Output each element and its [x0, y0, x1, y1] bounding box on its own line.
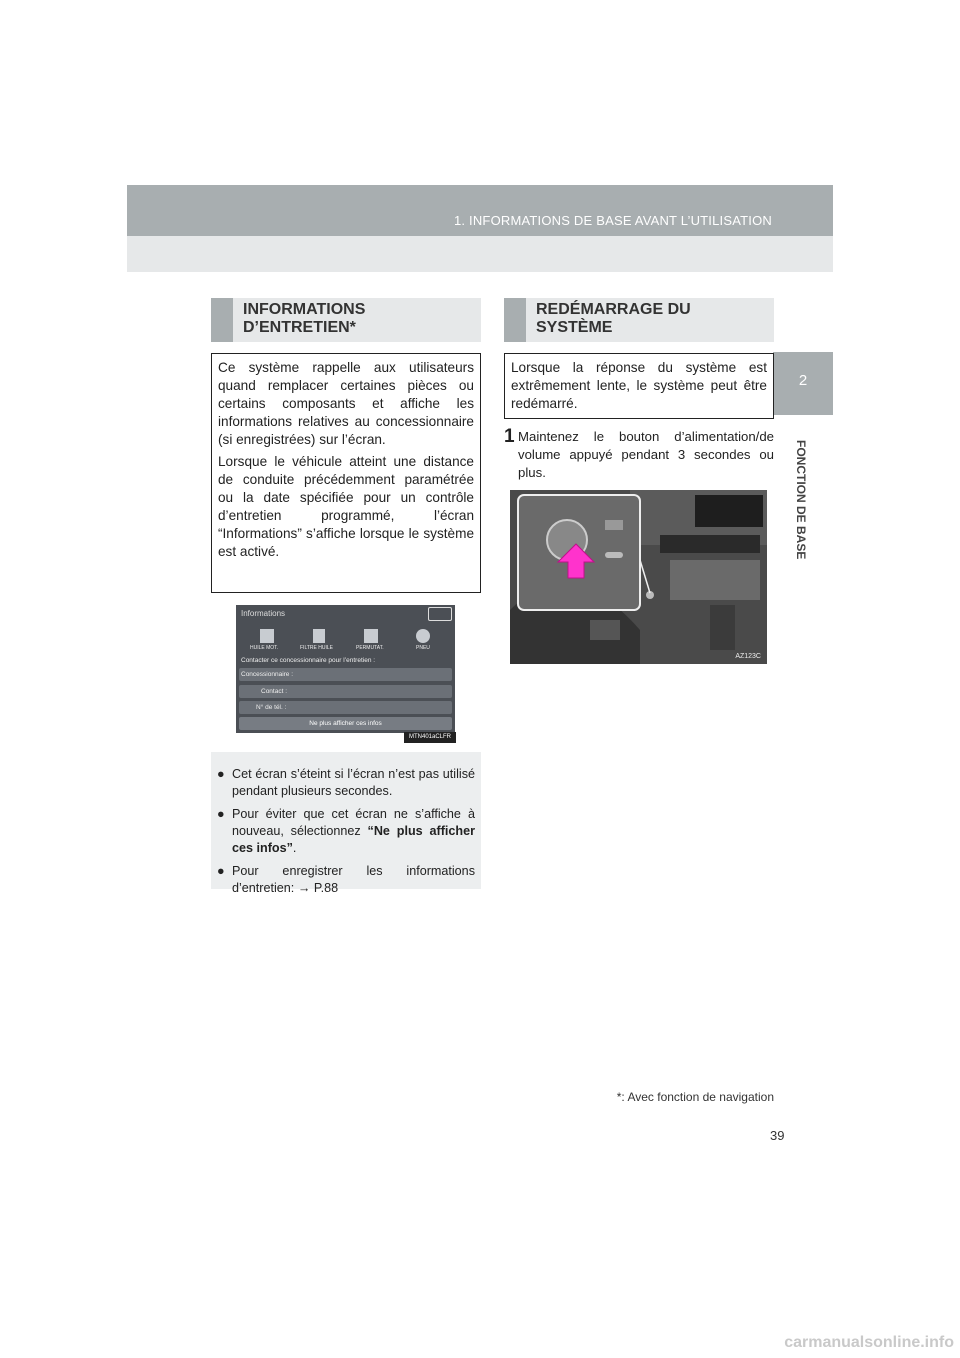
step-number: 1: [504, 426, 515, 447]
maintenance-notes: [211, 752, 481, 895]
note-item: [217, 806, 475, 857]
restart-para1: Lorsque la réponse du système est extrêmement lente, le système peut être redémarré.: [511, 360, 767, 411]
information-screen-image: [236, 605, 455, 733]
footnote: *: Avec fonction de navigation: [616, 1090, 774, 1104]
oil-icon: [260, 629, 274, 643]
chapter-number: 2: [798, 372, 808, 389]
maintenance-intro-box: [211, 353, 481, 593]
rotation-icon: [364, 629, 378, 643]
tire-icon: [416, 629, 430, 643]
section-heading-bar: [211, 298, 233, 342]
screen-prompt: Contacter ce concessionnaire pour l’entretien :: [241, 657, 376, 664]
note-emphasis: “Ne plus afficher ces infos”: [232, 824, 476, 855]
back-icon: [428, 607, 452, 621]
dashboard-photo: [510, 490, 767, 664]
heading-line1: REDÉMARRAGE DU: [536, 301, 691, 318]
display-screen: [695, 495, 763, 527]
air-vents: [660, 535, 760, 553]
note-text-part: .: [292, 841, 297, 855]
section-heading-maintenance: [211, 298, 481, 342]
section-heading-restart: [504, 298, 774, 342]
section-heading-text: [243, 301, 365, 337]
chapter-label-text: FONCTION DE BASE: [794, 440, 808, 560]
bullet-icon: ●: [217, 807, 225, 821]
heading-line1: INFORMATIONS: [243, 301, 366, 318]
icon-label-rotation: PERMUTAT.: [356, 645, 384, 651]
section-heading-text: [536, 301, 691, 337]
icon-label-oil: HUILE MOT.: [250, 645, 279, 651]
center-console: [670, 560, 760, 600]
chapter-section-title: 1. INFORMATIONS DE BASE AVANT L’UTILISATION: [453, 213, 772, 228]
note-text-part: Pour éviter que cet écran ne s’affiche à nouveau, sélectionnez: [232, 807, 475, 838]
bullet-icon: ●: [217, 864, 225, 878]
screen-field3-label: N° de tél. :: [256, 704, 287, 711]
restart-intro-box: [504, 353, 774, 419]
step-text: Maintenez le bouton d’alimentation/de volume appuyé pendant 3 secondes ou plus.: [518, 429, 774, 480]
screen-image-code: MTN401aCLFR: [404, 732, 456, 743]
maintenance-para1: Ce système rappelle aux utilisateurs quand remplacer certaines pièces ou certains composants et affiche les informations relatives au concessionnaire (si enregistrées) sur l’écran.: [218, 360, 474, 447]
page-reference-link[interactable]: → P.88: [297, 881, 339, 895]
oil-filter-icon: [313, 629, 325, 643]
note-text: [232, 806, 475, 857]
restart-step: [504, 428, 774, 482]
dashboard-illustration: [510, 490, 767, 664]
note-text-part: Pour enregistrer les informations d’entretien:: [232, 864, 475, 895]
maintenance-para2: Lorsque le véhicule atteint une distance de conduite précédemment paramétrée ou la date spécifiée pour un contrôle d’entretien programmé, l’écran “Informations” s’affiche lorsque le système est activé.: [218, 454, 474, 559]
note-item: [217, 766, 475, 800]
heading-line2: D’ENTRETIEN*: [243, 319, 356, 336]
icon-label-filter: FILTRE HUILE: [300, 645, 333, 651]
heading-line2: SYSTÈME: [536, 319, 613, 336]
chapter-label: [786, 440, 812, 560]
screen-field2-label: Contact :: [261, 688, 288, 695]
photo-code: AZ123C: [735, 653, 761, 660]
screen-hide-button: Ne plus afficher ces infos: [239, 717, 452, 730]
note-text: Cet écran s’éteint si l’écran n’est pas utilisé pendant plusieurs secondes.: [232, 767, 475, 798]
page-number: 39: [770, 1128, 785, 1143]
bullet-icon: ●: [217, 767, 225, 781]
note-text: [232, 863, 475, 897]
watermark: carmanualsonline.info: [784, 1334, 954, 1351]
icon-label-tire: PNEU: [416, 645, 430, 651]
screen-title: Informations: [241, 609, 286, 618]
screen-field1-label: Concessionnaire :: [241, 671, 294, 678]
header-subband: [127, 236, 833, 272]
header-band: [127, 185, 833, 236]
section-heading-bar: [504, 298, 526, 342]
note-item: [217, 863, 475, 897]
